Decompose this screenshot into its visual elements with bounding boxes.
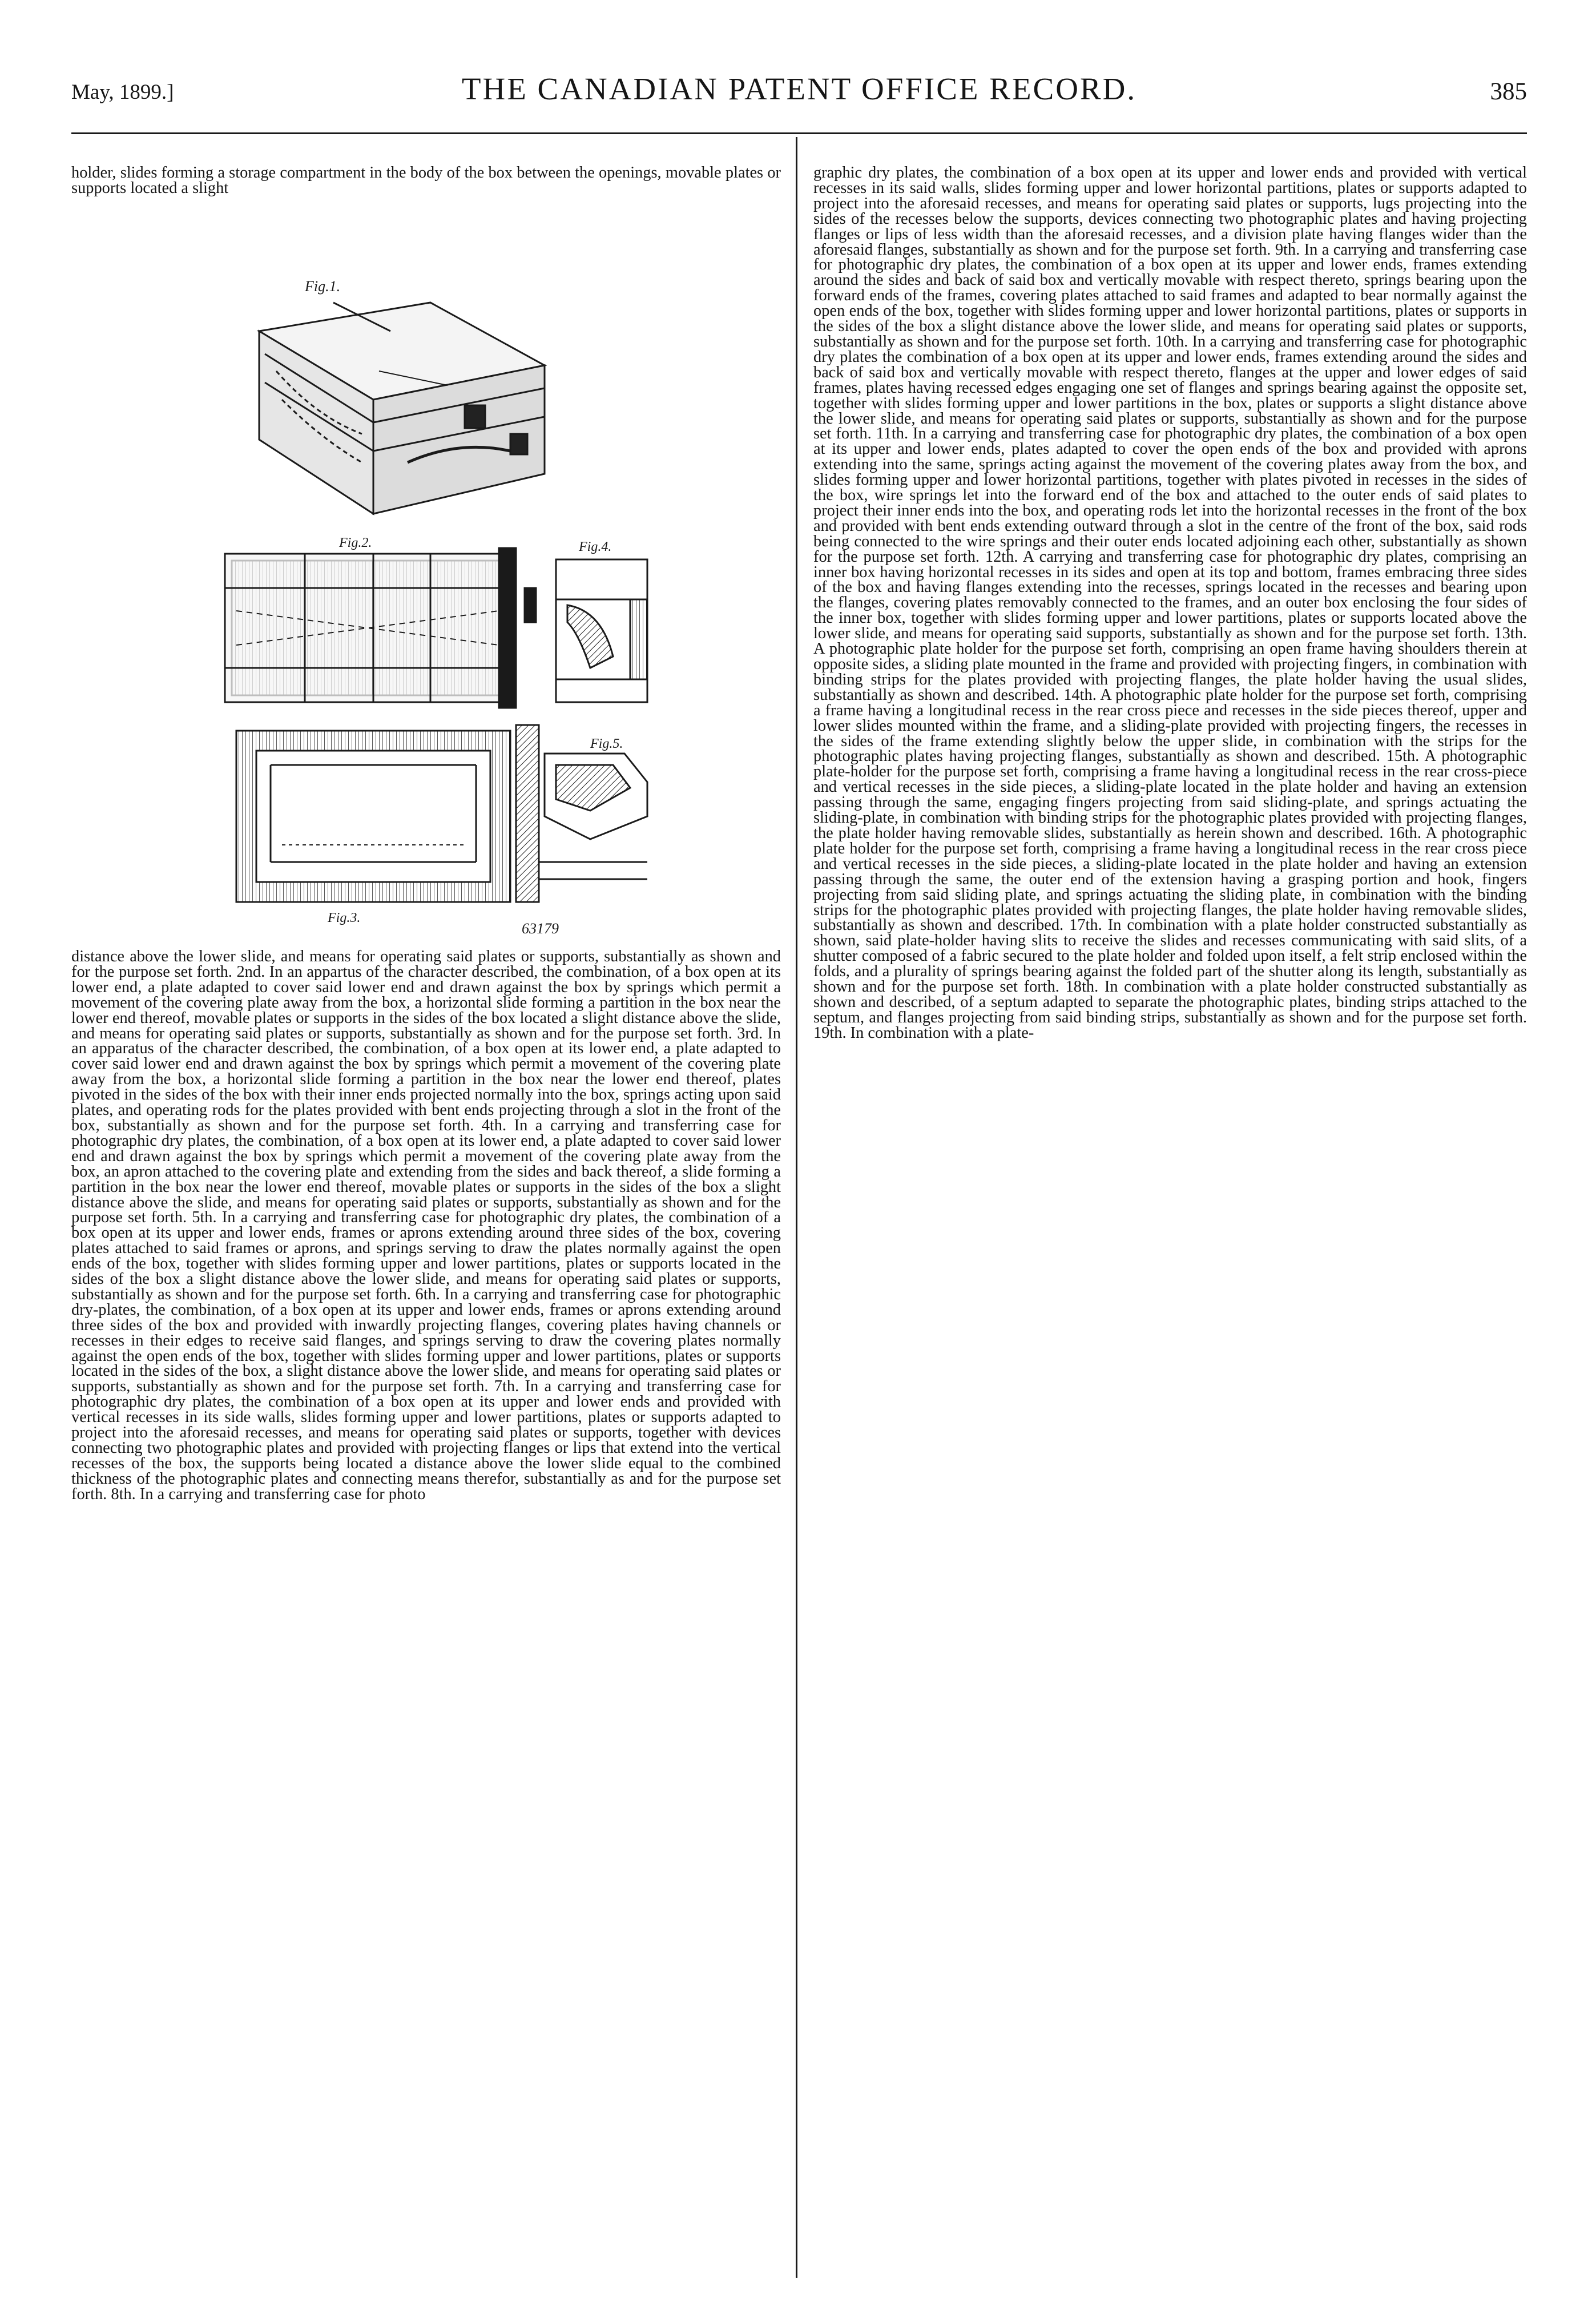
- column-divider: [796, 137, 797, 2278]
- fig2-label: Fig.2.: [339, 535, 372, 550]
- fig1-label: Fig.1.: [305, 278, 341, 295]
- claims-text-left: distance above the lower slide, and means for operating said plates or supports, substantially as shown and for the purpose set forth. 2nd. In an appartus of the character described, the combination, of a box open at its lower end, a plate adapted to cover said lower end and drawn against the box by springs which permit a movement of the covering plate away from the box, a horizontal slide forming a partition in the box near the lower end thereof, movable plates or supports in the sides of the box located a slight distance above the slide, and means for operating said plates or supports, substantially as shown and for the purpose set forth. 3rd. In an apparatus of the character described, the combination, of a box open at its lower end, a plate adapted to cover said lower end and drawn against the box by springs which permit a movement of the covering plate away from the box, a horizontal slide forming a partition in the box near the lower end thereof, plates pivoted in the sides of the box with their inner ends projected normally into the box, springs acting upon said plates, and operating rods for the plates provided with bent ends projecting through a slot in the front of the box, substantially as shown and for the purpose set forth. 4th. In a carrying and transferring case for photographic dry plates, the combination, of a box open at its lower end, a plate adapted to cover said lower end and drawn against the box by springs which permit a movement of the covering plate away from the box, an apron attached to the covering plate and extending from the sides and back thereof, a slide forming a partition in the box near the lower end thereof, movable plates or supports in the sides of the box a slight distance above the slide, and means for operating said plates or supports, substantially as shown and for the purpose set forth. 5th. In a carrying and transferring case for photographic dry plates, the combination of a box open at its upper and lower ends, frames or aprons extending around three sides of the box, covering plates attached to said frames or aprons, and springs serving to draw the plates normally against the open ends of the box, together with slides forming upper and lower partitions, plates or supports located in the sides of the box a slight distance above the lower slide, and means for operating said plates or supports, substantially as shown and for the purpose set forth. 6th. In a carrying and transferring case for photographic dry-plates, the combination, of a box open at its upper and lower ends, frames or aprons extending around three sides of the box and provided with inwardly projecting flanges, covering plates having channels or recesses in their edges to receive said flanges, and springs serving to draw the covering plates normally against the open ends of the box, together with slides forming upper and lower partitions, plates or supports located in the sides of the box, a slight distance above the lower slide, and means for operating said plates or supports, substantially as shown and for the purpose set forth. 7th. In a carrying and transferring case for photographic dry plates, the combination of a box open at its upper and lower ends and provided with vertical recesses in its side walls, slides forming upper and lower partitions, plates or supports adapted to project into the aforesaid recesses, and means for operating said plates or supports, together with devices connecting two photographic plates and provided with projecting flanges or lips that extend into the vertical recesses of the box, the supports being located a distance above the lower slide equal to the combined thickness of the photographic plates and connecting means therefor, substantially as and for the purpose set forth. 8th. In a carrying and transferring case for photo: [71, 948, 781, 1503]
- fig3-label: Fig.3.: [328, 911, 361, 925]
- right-column-claims: [813, 166, 1527, 1041]
- patent-drawing-svg: [191, 268, 659, 942]
- issue-date: May, 1899.]: [71, 80, 174, 104]
- fig5-detail-drawing: [545, 754, 647, 839]
- fig1-box-drawing: [259, 303, 545, 514]
- page-header: [71, 67, 1527, 122]
- header-rule: [71, 132, 1527, 134]
- page-number: 385: [1490, 78, 1527, 105]
- fig2-section-drawing: [225, 548, 536, 708]
- patent-drawing: [191, 268, 659, 942]
- patent-number-label: 63179: [522, 920, 559, 937]
- journal-title: THE CANADIAN PATENT OFFICE RECORD.: [461, 71, 1137, 106]
- left-column-claims: [71, 949, 781, 1503]
- claims-text-right: graphic dry plates, the combination of a box open at its upper and lower ends and provided with vertical recesses in its said walls, slides forming upper and lower horizontal partitions, plates or supports adapted to project into the aforesaid recesses, and means for operating said plates or supports, lugs projecting into the sides of the recesses below the supports, devices connecting two photographic plates and having projecting flanges or lips of less width than the aforesaid recesses, and a division plate having flanges wider than the aforesaid flanges, substantially as shown and for the purpose set forth. 9th. In a carrying and transferring case for photographic dry plates, the combination of a box open at its upper and lower ends, frames extending around the sides and back of said box and vertically movable with respect thereto, springs bearing upon the forward ends of the frames, covering plates attached to said frames and adapted to bear normally against the open ends of the box, together with slides forming upper and lower horizontal partitions, plates or supports in the sides of the box a slight distance above the lower slide, and means for operating said plates or supports, substantially as shown and for the purpose set forth. 10th. In a carrying and transferring case for photographic dry plates the combination of a box open at its upper and lower ends, frames extending around the sides and back of said box and vertically movable with respect thereto, flanges at the upper and lower edges of said frames, plates having recessed edges engaging one set of flanges and springs bearing against the opposite set, together with slides forming upper and lower partitions in the box, plates or supports a slight distance above the lower slide, and means for operating said plates or supports, substantially as shown and for the purpose set forth. 11th. In a carrying and transferring case for photographic dry plates, the combination of a box open at its upper and lower ends, plates adapted to cover the open ends of the box and provided with aprons extending into the same, springs acting against the movement of the covering plates away from the box, and slides forming upper and lower horizontal partitions, together with plates pivoted in recesses in the sides of the box, wire springs let into the forward end of the box and attached to the outer ends of said plates to project their inner ends into the box, and operating rods let into the horizontal recesses in the front of the box and provided with bent ends extending outward through a slot in the centre of the front of the box, said rods being connected to the wire springs and their outer ends located adjoining each other, substantially as shown for the purpose set forth. 12th. A carrying and transferring case for photographic dry plates, comprising an inner box having horizontal recesses in its sides and open at its top and bottom, frames embracing three sides of the box and having flanges extending into the recesses, springs located in the recesses and bearing upon the flanges, covering plates removably connected to the frames, and an outer box enclosing the four sides of the inner box, together with slides forming upper and lower partitions, plates or supports located above the lower slide, and means for operating said supports, substantially as shown and for the purpose set forth. 13th. A photographic plate holder for the purpose set forth, comprising an open frame having shoulders therein at opposite sides, a sliding plate mounted in the frame and provided with projecting fingers, in combination with binding strips for the plates provided with projecting flanges, the plate holder having the usual slides, substantially as shown and described. 14th. A photographic plate holder for the purpose set forth, comprising a frame having a longitudinal recess in the rear cross piece and recesses in the side pieces thereof, upper and lower slides mounted within the frame, and a sliding-plate provided with projecting fingers, the recesses in the sides of the frame extending slightly below the upper slide, in combination with the strips for the photographic plates having projecting flanges, substantially as shown and described. 15th. A photographic plate-holder for the purpose set forth, comprising a frame having a longitudinal recess in the rear cross-piece and vertical recesses in the side pieces, a sliding-plate located in the plate holder and having an extension passing through the same, engaging fingers projecting from said sliding-plate, and springs actuating the sliding-plate, in combination with binding strips for the photographic plates provided with projecting flanges, the plate holder having removable slides, substantially as herein shown and described. 16th. A photographic plate holder for the purpose set forth, comprising a frame having a longitudinal recess in the rear cross piece and vertical recesses in the side pieces, a sliding-plate located in the plate holder and having an extension passing through the same, the outer end of the extension having a grasping portion and hook, fingers projecting from said sliding plate, and springs actuating the sliding plate, in combination with the binding strips for the photographic plates provided with projecting flanges, the plate holder having removable slides, substantially as shown and described. 17th. In combination with a plate holder constructed substantially as shown, said plate-holder having slits to receive the slides and recesses communicating with said slits, of a shutter composed of a fabric secured to the plate holder and folded upon itself, a felt strip enclosed within the folds, and a plurality of springs bearing against the folded part of the shutter along its length, substantially as shown and for the purpose set forth. 18th. In combination with a plate holder constructed substantially as shown and described, of a septum adapted to separate the photographic plates, binding strips attached to the septum, and flanges projecting from said binding strips, substantially as shown and for the purpose set forth. 19th. In combination with a plate-: [813, 164, 1527, 1042]
- claim-text-top: holder, slides forming a storage compartment in the body of the box between the openings, movable plates or supports located a slight: [71, 164, 781, 197]
- left-column-top-text: [71, 166, 781, 196]
- fig4-detail-drawing: [556, 559, 647, 702]
- fig5-label: Fig.5.: [590, 736, 623, 751]
- fig4-label: Fig.4.: [579, 539, 612, 554]
